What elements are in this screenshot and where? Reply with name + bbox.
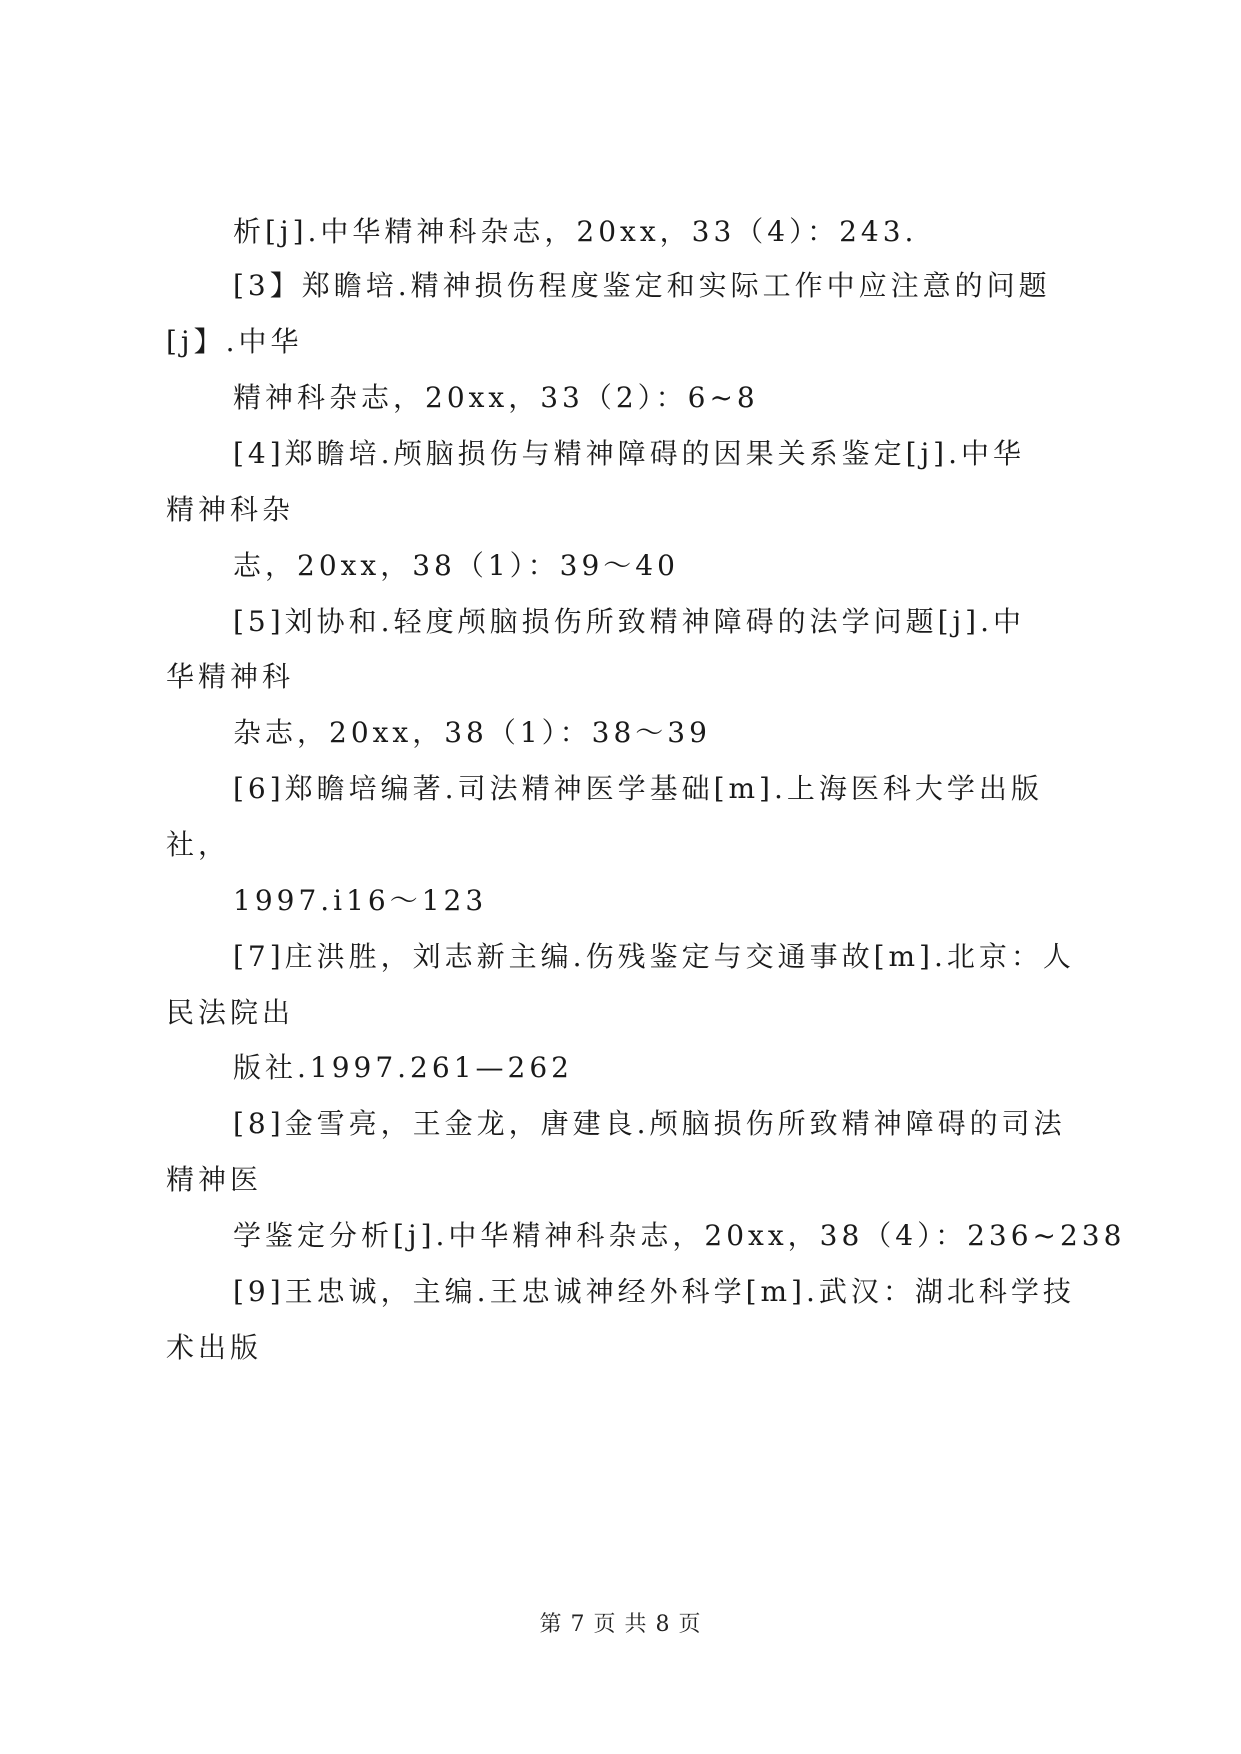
reference-line: 精神科杂志，20xx，33（2）：6~8 — [233, 381, 759, 414]
reference-line: 杂志，20xx，38（1）：38～39 — [233, 716, 711, 749]
reference-line: [6]郑瞻培编著.司法精神医学基础[m].上海医科大学出版 — [233, 772, 1043, 805]
reference-line: 志，20xx，38（1）：39～40 — [233, 549, 679, 582]
reference-line: [9]王忠诚，主编.王忠诚神经外科学[m].武汉：湖北科学技 — [233, 1275, 1075, 1308]
reference-line: [4]郑瞻培.颅脑损伤与精神障碍的因果关系鉴定[j].中华 — [233, 437, 1025, 470]
reference-line: 学鉴定分析[j].中华精神科杂志，20xx，38（4）：236~238 — [233, 1219, 1126, 1252]
reference-line: [3】郑瞻培.精神损伤程度鉴定和实际工作中应注意的问题 — [233, 269, 1051, 302]
reference-line: 术出版 — [166, 1331, 263, 1364]
reference-line: 民法院出 — [166, 996, 295, 1029]
reference-line: 1997.i16～123 — [233, 884, 488, 917]
reference-line: 版社.1997.261—262 — [233, 1051, 573, 1084]
reference-line: 析[j].中华精神科杂志，20xx，33（4）：243. — [233, 215, 918, 248]
reference-line: [j】.中华 — [166, 325, 303, 358]
reference-line: [7]庄洪胜，刘志新主编.伤残鉴定与交通事故[m].北京：人 — [233, 940, 1075, 973]
reference-line: 华精神科 — [166, 660, 295, 693]
reference-line: 精神医 — [166, 1163, 263, 1196]
reference-line: 社， — [166, 828, 231, 861]
reference-line: [5]刘协和.轻度颅脑损伤所致精神障碍的法学问题[j].中 — [233, 605, 1025, 638]
reference-line: 精神科杂 — [166, 493, 295, 526]
page-footer: 第 7 页 共 8 页 — [539, 1612, 702, 1637]
reference-line: [8]金雪亮，王金龙，唐建良.颅脑损伤所致精神障碍的司法 — [233, 1107, 1066, 1140]
